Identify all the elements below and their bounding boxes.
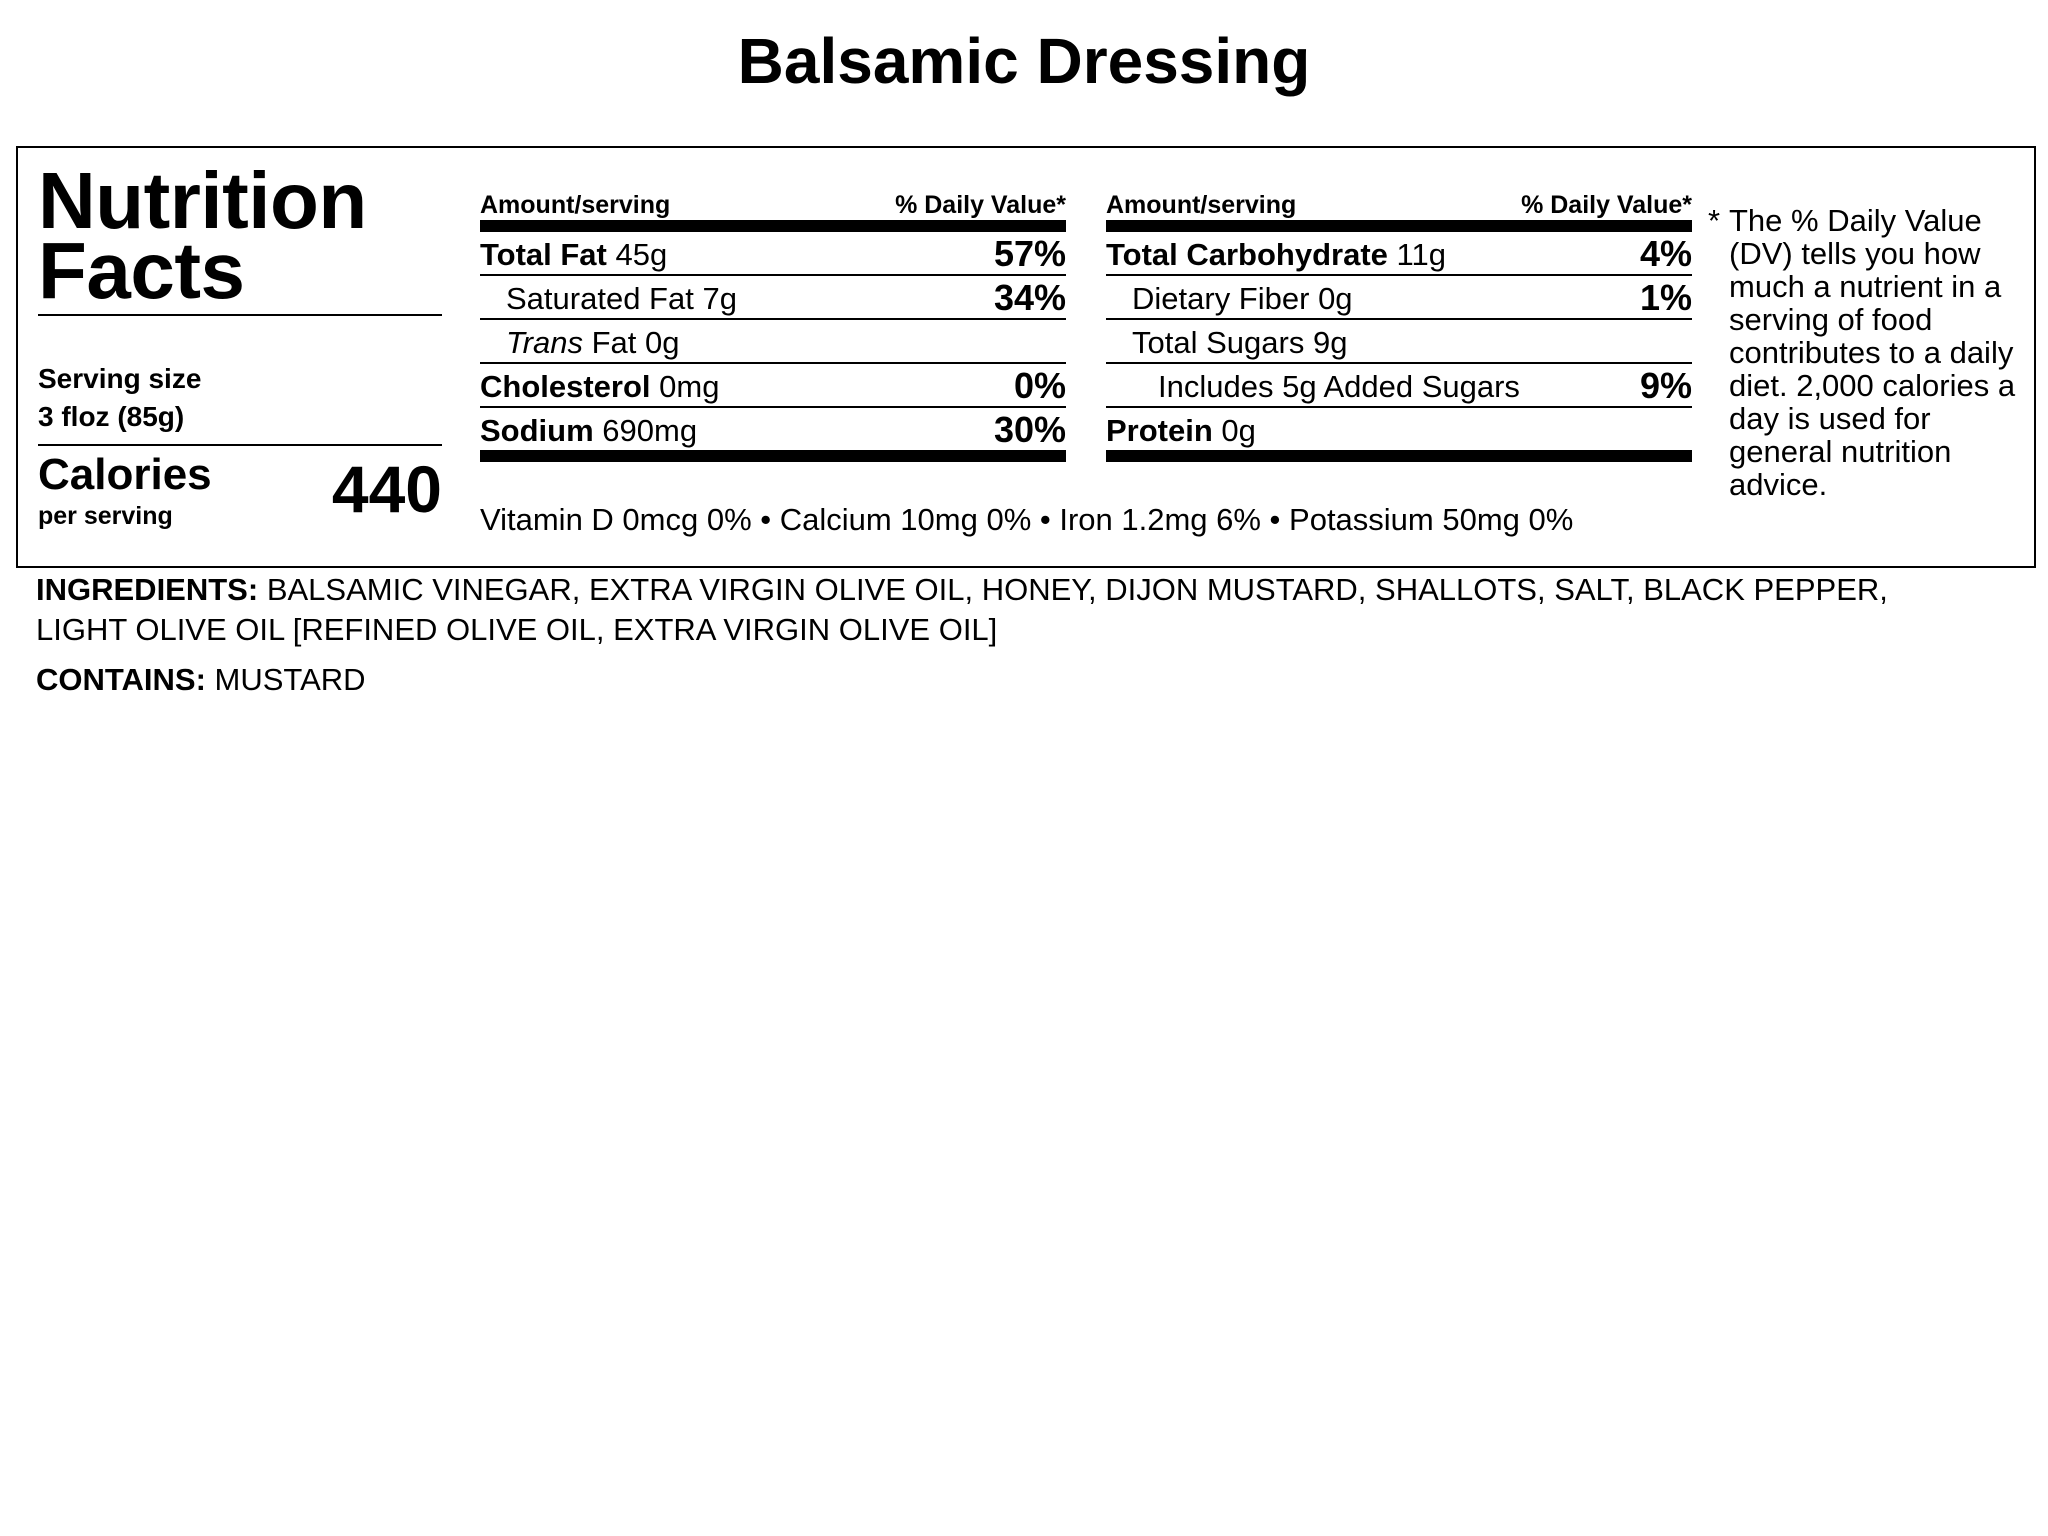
nutrient-row-total-carbohydrate bbox=[1106, 232, 1692, 276]
amount-serving-header: Amount/serving bbox=[1106, 191, 1297, 219]
calories-value: 440 bbox=[331, 452, 442, 526]
nutrient-dv: 4% bbox=[1639, 233, 1692, 274]
product-title: Balsamic Dressing bbox=[737, 25, 1311, 97]
nutrient-row-total-fat bbox=[480, 232, 1066, 276]
nutrient-name-italic: Trans bbox=[506, 325, 583, 360]
allergen-statement bbox=[36, 660, 366, 700]
nutrient-name: Total Sugars bbox=[1132, 325, 1305, 360]
nutrient-row-dietary-fiber bbox=[1106, 276, 1692, 320]
ingredients-statement bbox=[36, 570, 1936, 650]
nutrient-amount: 0mg bbox=[659, 369, 720, 404]
ingredients-text: BALSAMIC VINEGAR, EXTRA VIRGIN OLIVE OIL, HONEY, DIJON MUSTARD, SHALLOTS, SALT, BLACK PEPPER, LIGHT OLIVE OIL [REFINED OLIVE OIL, EXTRA VIRGIN OLIVE OIL] bbox=[36, 572, 1888, 647]
calories-per-serving: per serving bbox=[38, 502, 173, 530]
nutrient-name: Protein bbox=[1106, 413, 1213, 448]
heading-line-2: Facts bbox=[38, 226, 245, 315]
nutrition-facts-panel bbox=[16, 146, 2036, 568]
nutrient-dv: 30% bbox=[993, 409, 1066, 450]
nutrient-column-right bbox=[1106, 190, 1692, 462]
amount-serving-header: Amount/serving bbox=[480, 191, 671, 219]
nutrient-row-total-sugars bbox=[1106, 320, 1692, 364]
nutrient-name: Dietary Fiber bbox=[1132, 281, 1310, 316]
nutrient-name: Includes 5g Added Sugars bbox=[1158, 369, 1520, 404]
nutrient-name: Total Fat bbox=[480, 237, 607, 272]
nutrient-amount: 11g bbox=[1396, 237, 1446, 272]
calories-section bbox=[38, 446, 442, 530]
nutrient-row-trans-fat bbox=[480, 320, 1066, 364]
nutrient-row-cholesterol bbox=[480, 364, 1066, 408]
column-header bbox=[1106, 190, 1692, 232]
serving-size-label: Serving size bbox=[38, 363, 202, 394]
nutrition-facts-header bbox=[38, 156, 442, 530]
nutrient-dv: 0% bbox=[1013, 365, 1066, 406]
column-header bbox=[480, 190, 1066, 232]
nutrient-dv: 9% bbox=[1639, 365, 1692, 406]
nutrient-row-sodium bbox=[480, 408, 1066, 462]
nutrient-amount: 9g bbox=[1312, 325, 1348, 360]
nutrient-amount: 0g bbox=[645, 325, 680, 360]
nutrient-row-protein bbox=[1106, 408, 1692, 462]
nutrient-amount: 45g bbox=[615, 237, 668, 272]
serving-size-value: 3 floz (85g) bbox=[38, 401, 185, 432]
serving-size bbox=[38, 360, 442, 446]
nutrient-dv: 57% bbox=[993, 233, 1066, 274]
ingredients-label: INGREDIENTS: bbox=[36, 572, 259, 607]
contains-label: CONTAINS: bbox=[36, 662, 206, 697]
daily-value-header: % Daily Value* bbox=[895, 191, 1066, 219]
heading-line-1: Nutrition bbox=[38, 156, 367, 245]
nutrient-dv: 1% bbox=[1639, 277, 1692, 318]
daily-value-footnote bbox=[1708, 204, 2018, 501]
footnote-text: The % Daily Value (DV) tells you how much a nutrient in a serving of food contributes to a daily diet. 2,000 calories a day is used for general nutrition advice. bbox=[1729, 203, 2016, 502]
nutrient-dv: 34% bbox=[993, 277, 1066, 318]
calories-label: Calories bbox=[38, 450, 212, 499]
nutrient-amount: 7g bbox=[702, 281, 737, 316]
daily-value-header: % Daily Value* bbox=[1521, 191, 1692, 219]
nutrient-name: Fat bbox=[591, 325, 637, 360]
footnote-asterisk: * bbox=[1708, 203, 1721, 238]
contains-text: MUSTARD bbox=[214, 662, 366, 697]
nutrient-row-added-sugars bbox=[1106, 364, 1692, 408]
nutrient-name: Cholesterol bbox=[480, 369, 651, 404]
nutrient-amount: 690mg bbox=[602, 413, 698, 448]
nutrient-amount: 0g bbox=[1318, 281, 1353, 316]
vitamins-minerals: Vitamin D 0mcg 0% • Calcium 10mg 0% • Iron 1.2mg 6% • Potassium 50mg 0% bbox=[480, 502, 1574, 537]
nutrient-amount: 0g bbox=[1221, 413, 1256, 448]
nutrient-column-left bbox=[480, 190, 1066, 462]
nutrient-name: Total Carbohydrate bbox=[1106, 237, 1388, 272]
nutrition-facts-heading bbox=[38, 156, 442, 316]
nutrient-row-saturated-fat bbox=[480, 276, 1066, 320]
nutrient-name: Saturated Fat bbox=[506, 281, 694, 316]
nutrient-name: Sodium bbox=[480, 413, 594, 448]
